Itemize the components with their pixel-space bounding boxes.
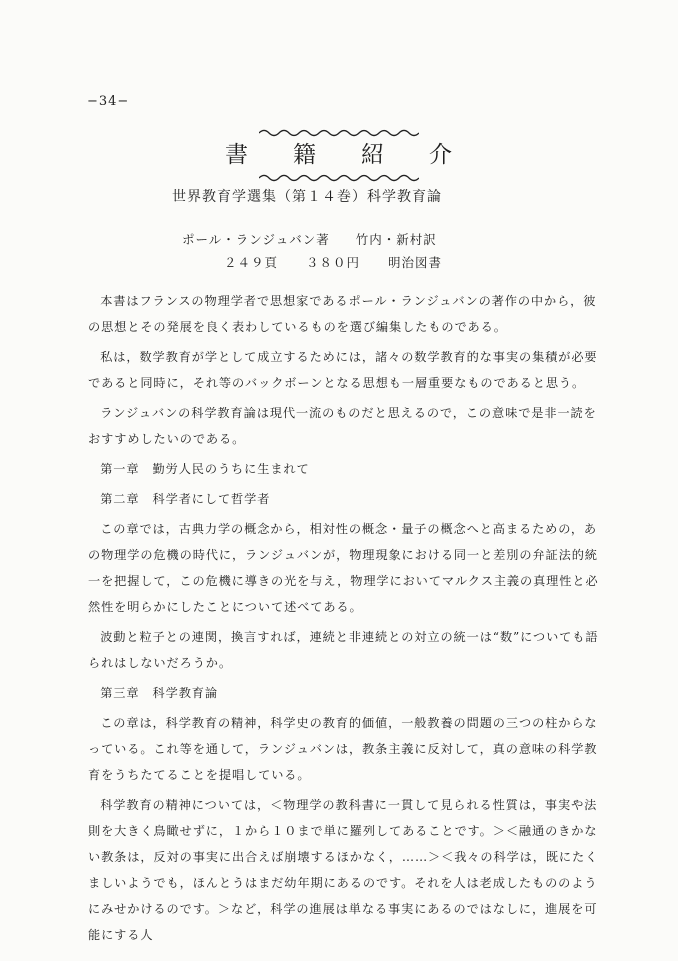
paragraph: 本書はフランスの物理学者で思想家であるポール・ランジュバンの著作の中から，彼の思想とその発展を良く表わしているものを選び編集したものである。: [88, 294, 597, 334]
publisher: 明治図書: [388, 255, 443, 270]
review-body: [88, 288, 603, 952]
paragraph: ランジュバンの科学教育論は現代一流のものだと思えるので，この意味で是非一読をおすすめしたいのである。: [88, 406, 597, 446]
price: ３８０円: [306, 255, 361, 270]
paragraph: 科学教育の精神については，＜物理学の教科書に一貫して見られる性質は，事実や法則を大きく鳥瞰せずに，１から１０まで単に羅列してあることです。＞＜融通のきかない教条は，反対の事実に出合えば崩壊するほかなく，……＞＜我々の科学は，既にたくましいようでも，ほんとうはまだ幼年期にあるのです。それを人は老成したもののようにみせかけるのです。＞など，科学の進展は単なる事実にあるのではなしに，進展を可能にする人: [88, 798, 599, 942]
chapter-heading: 第三章 科学教育論: [100, 686, 218, 700]
translators: 竹内・新村訳: [355, 232, 437, 247]
wave-ornament-bottom: [259, 173, 419, 183]
paragraph: 波動と粒子との連関，換言すれば，連続と非連続との対立の統一は“数”についても語られはしないだろうか。: [88, 630, 599, 670]
chapter-heading: 第二章 科学者にして哲学者: [100, 492, 271, 506]
author: ポール・ランジュバン著: [182, 232, 330, 247]
paragraph: 私は，数学教育が学として成立するためには，諸々の数学教育的な事実の集積が必要であると同時に，それ等のバックボーンとなる思想も一層重要なものであると思う。: [88, 350, 598, 390]
page-number: −34−: [87, 94, 130, 109]
page-title: 書 籍 紹 介: [225, 142, 463, 168]
paragraph: この章では，古典力学の概念から，相対性の概念・量子の概念へと高まるための，あの物理学の危機の時代に，ランジュバンが，物理現象における同一と差別の弁証法的統一を把握して，この危機に導きの光を与え，物理学においてマルクス主義の真理性と必然性を明らかにしたことについて述べてある。: [88, 522, 599, 614]
title-block: [0, 128, 678, 183]
publication-info: [224, 253, 470, 271]
wave-ornament-top: [259, 128, 419, 138]
author-line: [182, 230, 437, 248]
page-count: ２４９頁: [224, 255, 279, 270]
chapter-heading: 第一章 勤労人民のうちに生まれて: [100, 462, 310, 476]
paragraph: この章は，科学教育の精神，科学史の教育的価値，一般教養の問題の三つの柱からなっている。これ等を通して，ランジュバンは，教条主義に反対して，真の意味の科学教育をうちたてることを提唱している。: [88, 716, 598, 782]
book-title: 世界教育学選集（第１４巻）科学教育論: [172, 189, 442, 205]
